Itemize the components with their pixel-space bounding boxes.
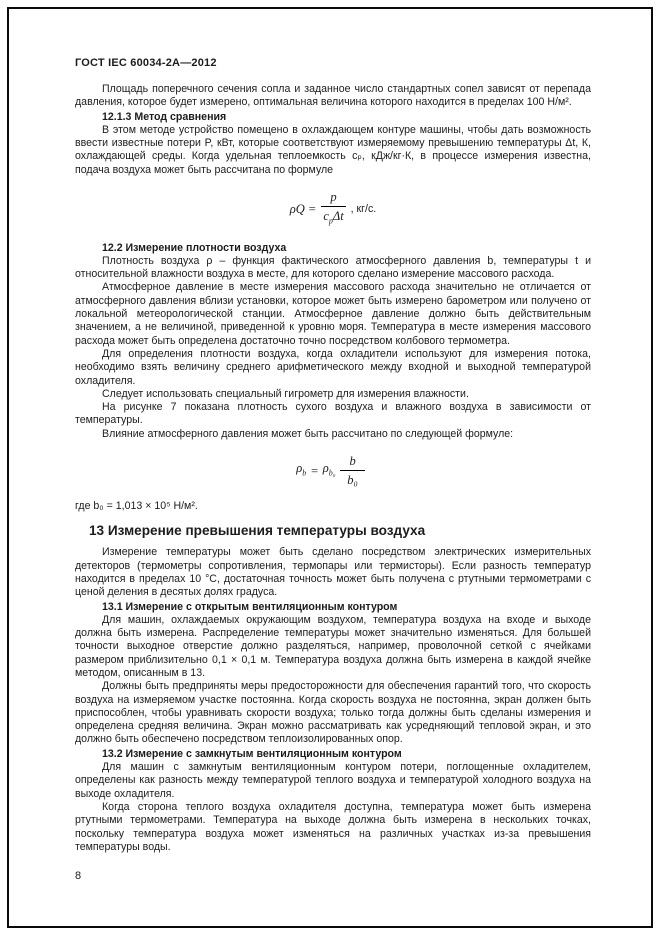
paragraph: Должны быть предприняты меры предосторожности для обеспечения гарантий того, что скорость воздуха на измеряемом участке постоянна. Когда скорость воздуха не постоянна, экран должен быть приспособлен, чтобы уравнивать скорости воздуха; только тогда должны быть сделаны измерения и определена средняя величина. Экран можно рассматривать как усредняющий тепловой экран, и это должно быть обеспечено посредством теплоизолированных опор. xyxy=(75,680,591,746)
formula-rhs: $\rho_{b_0}$ xyxy=(322,460,336,478)
section-heading: 12.2 Измерение плотности воздуха xyxy=(102,241,287,254)
paragraph: Для машин с замкнутым вентиляционным контуром потери, поглощенные охладителем, определены как разность между температурой теплого воздуха и температурой холодного воздуха на выходе охладителя. xyxy=(75,761,591,800)
formula-lhs: ρQ = xyxy=(289,202,317,217)
paragraph: Плотность воздуха ρ – функция фактического атмосферного давления b, температуры t и относительной влажности воздуха в месте, для которого сделано измерение массового расхода. xyxy=(75,254,591,281)
document-body xyxy=(75,83,591,854)
document-header: ГОСТ IEC 60034-2А—2012 xyxy=(75,57,217,69)
paragraph: где b₀ = 1,013 × 10⁵ Н/м². xyxy=(75,500,198,513)
paragraph: В этом методе устройство помещено в охлаждающем контуре машины, чтобы дать возможность ввести известные потери P, кВт, которые соответствуют измеряемому превышению температуры Δt, К, охлаждающей среды. Когда удельная теплоемкость cₚ, кДж/кг·К, в процессе измерения известна, подача воздуха может быть рассчитана по формуле xyxy=(75,123,591,176)
formula-equals: = xyxy=(310,463,319,478)
fraction xyxy=(340,454,364,487)
fraction-denominator: $c_p\Delta t$ xyxy=(323,209,344,226)
paragraph: Измерение температуры может быть сделано посредством электрических измерительных детекторов (термометры сопротивления, термопары или термисторы). Если разность температур находится в пределах 10 °С, достаточная точность может быть получена с ртутными термометрами с ценой деления в десятых долях градуса. xyxy=(75,546,591,599)
fraction-denominator: b₀ xyxy=(347,473,358,488)
fraction-numerator: p xyxy=(321,190,345,207)
fraction xyxy=(321,190,345,229)
formula-density xyxy=(75,454,591,487)
section-heading: 12.1.3 Метод сравнения xyxy=(102,110,227,123)
paragraph: Для определения плотности воздуха, когда охладители используют для измерения потока, необходимо взять величину среднего арифметического между входной и выходной температурой охладителя. xyxy=(75,347,591,387)
paragraph: Следует использовать специальный гигрометр для измерения влажности. xyxy=(102,387,469,400)
paragraph: Атмосферное давление в месте измерения массового расхода значительно не отличается от атмосферного давления вблизи установки, которое может быть измерено барометром или получено от локальной метеорологической станции. Атмосферное давление должно быть действительным значением, а не величиной, приведенной к уровню моря. Температура в месте измерения массового расхода может быть определена достаточно точно посредством колбового термометра. xyxy=(75,281,591,347)
paragraph: Для машин, охлаждаемых окружающим воздухом, температура воздуха на входе и выходе должна быть измерена. Распределение температуры может значительно изменяться. Для большей точности выходное отверстие должно разделяться, например, проволочной сеткой с ячейками размером приблизительно 0,1 × 0,1 м. Температура воздуха должна быть измерена в каждой ячейке методом, описанным в 13. xyxy=(75,613,591,679)
section-heading: 13.1 Измерение с открытым вентиляционным контуром xyxy=(102,600,398,613)
page-number: 8 xyxy=(75,870,82,882)
paragraph: Площадь поперечного сечения сопла и заданное число стандартных сопел зависят от перепада давления, которое будет измерено, оптимальная величина которого находится в пределах 100 Н/м². xyxy=(75,83,591,109)
paragraph: На рисунке 7 показана плотность сухого воздуха и влажного воздуха в зависимости от температуры. xyxy=(75,401,591,427)
paragraph: Влияние атмосферного давления может быть рассчитано по следующей формуле: xyxy=(102,427,514,440)
paragraph: Когда сторона теплого воздуха охладителя доступна, температура может быть измерена ртутными термометрами. Температура на выходе должна быть измерена в нескольких точках, поскольку температура воздуха может изменяться на различных участках из-за превышения температуры воды. xyxy=(75,800,591,853)
chapter-heading: 13 Измерение превышения температуры воздуха xyxy=(89,523,426,539)
formula-airflow xyxy=(75,190,591,229)
formula-unit: , кг/с. xyxy=(350,203,377,216)
fraction-numerator: b xyxy=(340,454,364,471)
formula-lhs: $\rho_b$ xyxy=(296,460,307,478)
section-heading: 13.2 Измерение с замкнутым вентиляционным контуром xyxy=(102,747,402,760)
